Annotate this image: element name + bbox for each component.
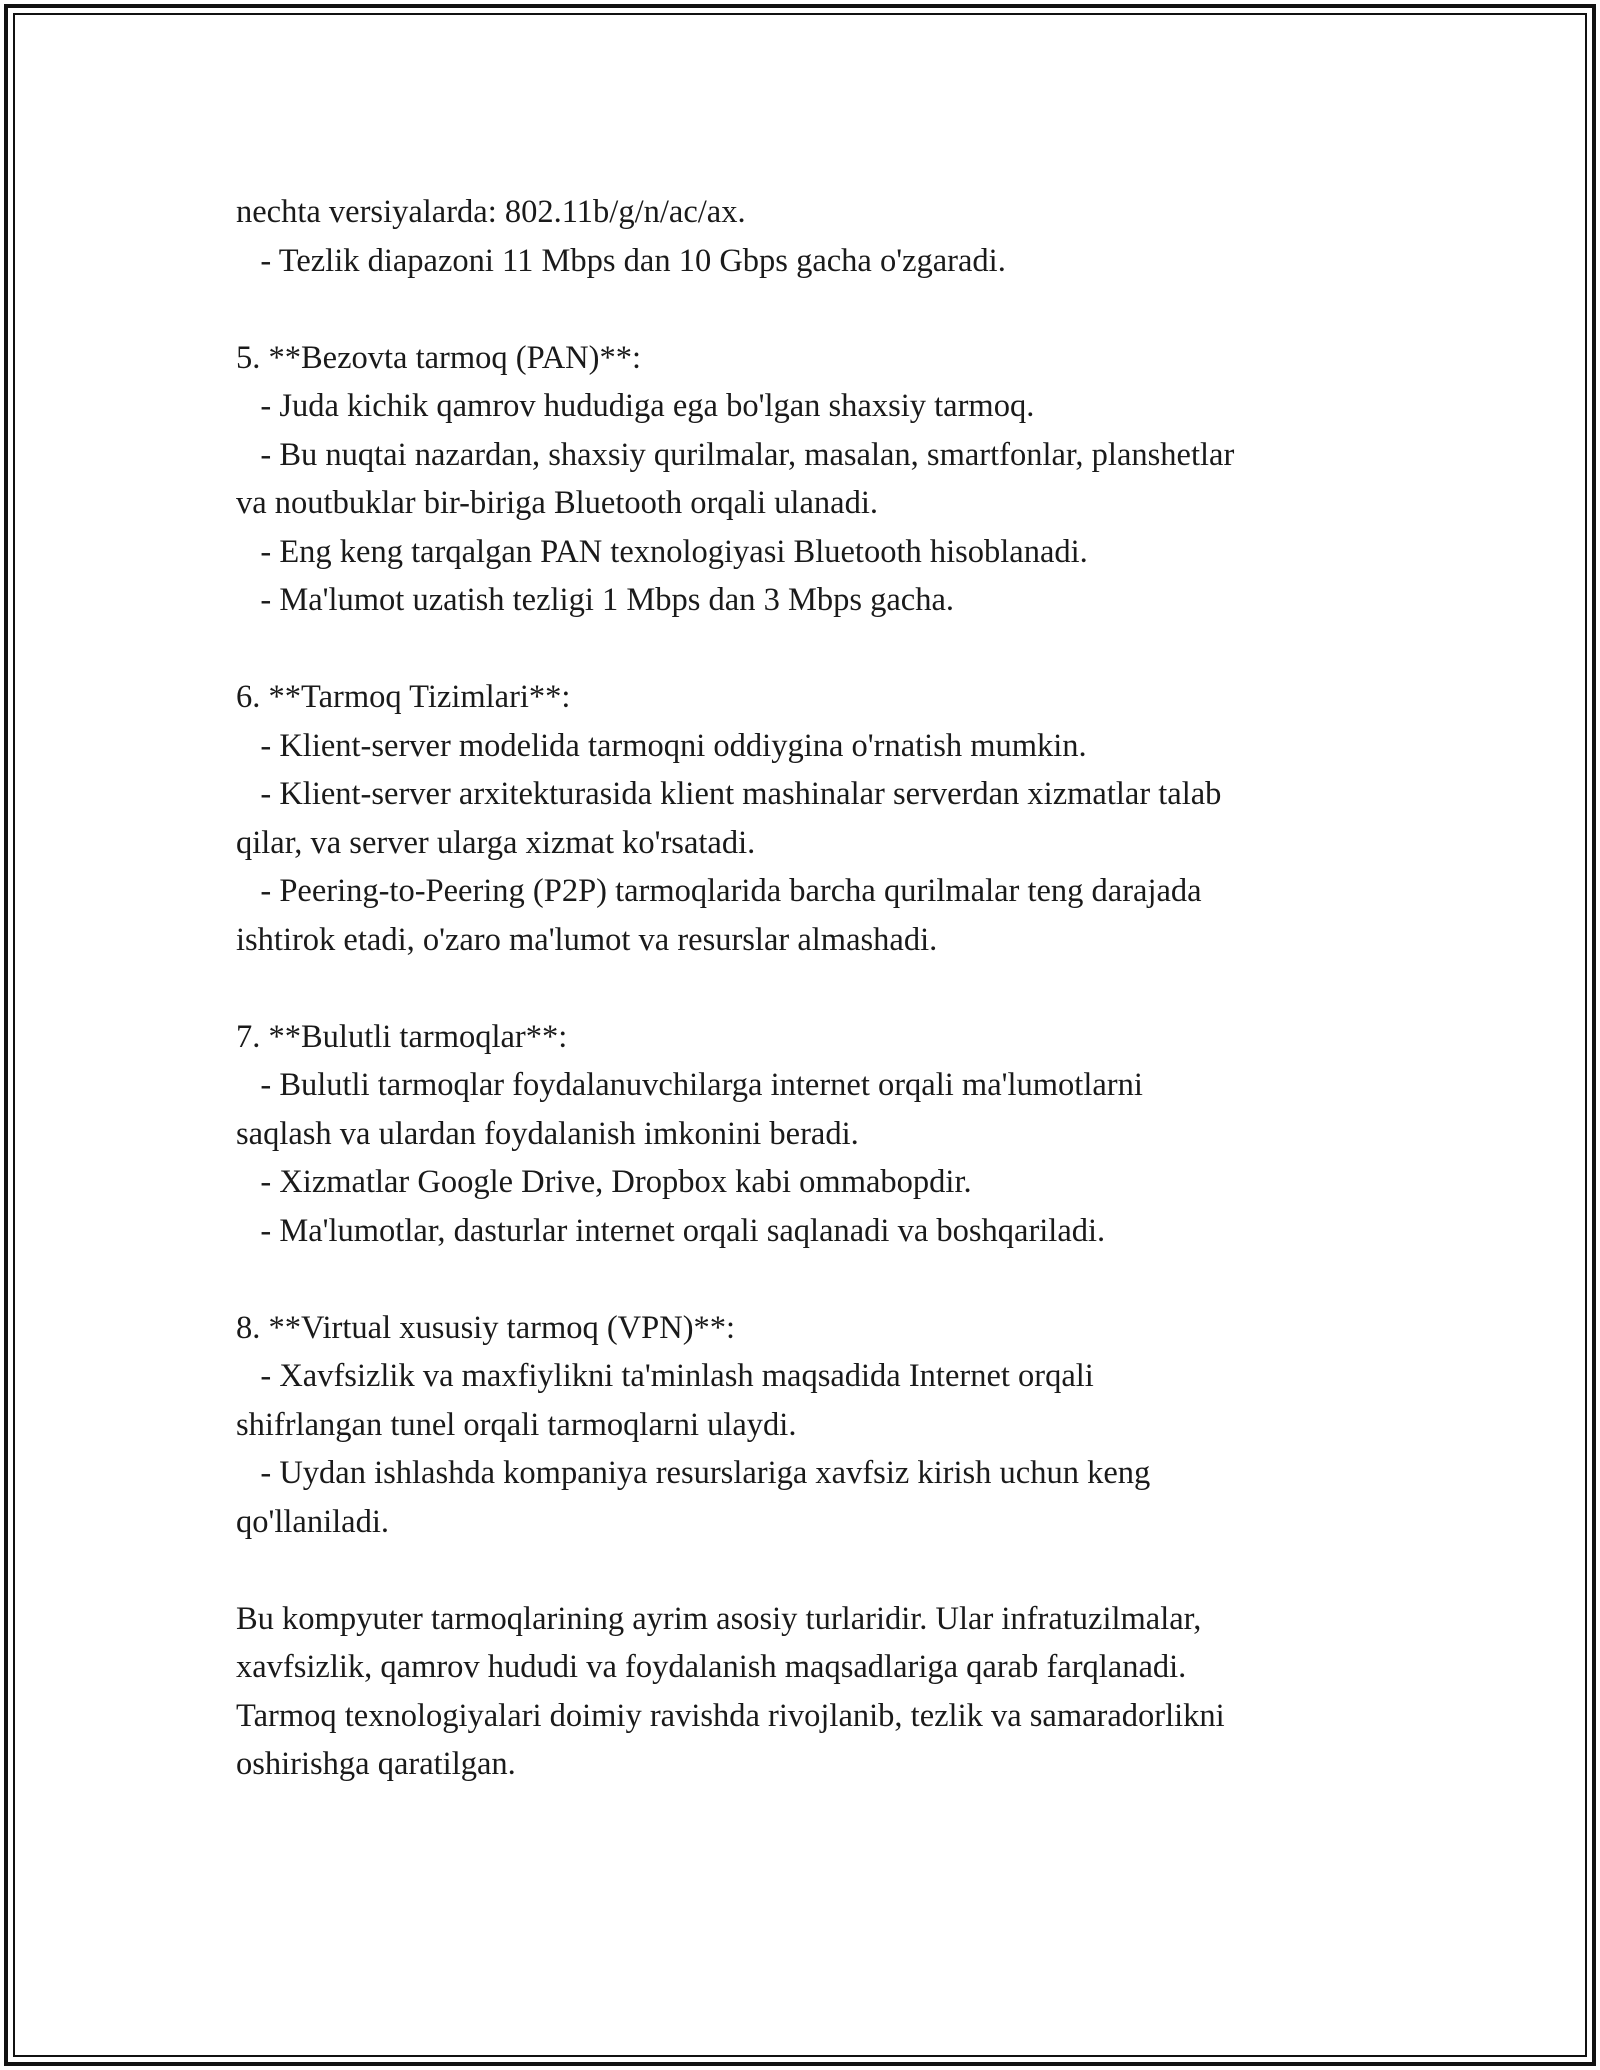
text-line: shifrlangan tunel orqali tarmoqlarni ulaydi. xyxy=(236,1406,797,1443)
blank-line xyxy=(236,285,1376,334)
text-line: nechta versiyalarda: 802.11b/g/n/ac/ax. xyxy=(236,194,746,230)
text-line: - Ma'lumot uzatish tezligi 1 Mbps dan 3 Mbps gacha. xyxy=(236,582,955,618)
text-line: - Bulutli tarmoqlar foydalanuvchilarga internet orqali ma'lumotlarni xyxy=(236,1067,1143,1103)
text-line: - Tezlik diapazoni 11 Mbps dan 10 Gbps gacha o'zgaradi. xyxy=(236,242,1006,279)
blank-line xyxy=(236,1255,1376,1304)
blank-line xyxy=(236,964,1376,1013)
text-line: saqlash va ulardan foydalanish imkonini beradi. xyxy=(236,1115,859,1152)
text-line: - Klient-server modelida tarmoqni oddiygina o'rnatish mumkin. xyxy=(236,727,1087,764)
text-line: 7. **Bulutli tarmoqlar**: xyxy=(236,1018,568,1055)
text-line: 8. **Virtual xususiy tarmoq (VPN)**: xyxy=(236,1309,736,1346)
text-line: - Xavfsizlik va maxfiylikni ta'minlash maqsadida Internet orqali xyxy=(236,1358,1094,1394)
text-line: xavfsizlik, qamrov hududi va foydalanish maqsadlariga qarab farqlanadi. xyxy=(236,1649,1187,1685)
text-line: - Uydan ishlashda kompaniya resurslariga xavfsiz kirish uchun keng xyxy=(236,1455,1151,1491)
text-line: oshirishga qaratilgan. xyxy=(236,1746,516,1782)
text-line: qo'llaniladi. xyxy=(236,1503,389,1540)
text-line: ishtirok etadi, o'zaro ma'lumot va resurslar almashadi. xyxy=(236,921,938,958)
text-line: - Peering-to-Peering (P2P) tarmoqlarida barcha qurilmalar teng darajada xyxy=(236,873,1202,909)
text-line: 6. **Tarmoq Tizimlari**: xyxy=(236,679,571,715)
text-line: Tarmoq texnologiyalari doimiy ravishda rivojlanib, tezlik va samaradorlikni xyxy=(236,1697,1225,1734)
blank-line xyxy=(236,625,1376,674)
text-line: va noutbuklar bir-biriga Bluetooth orqali ulanadi. xyxy=(236,485,878,521)
text-line: qilar, va server ularga xizmat ko'rsatadi. xyxy=(236,824,756,861)
text-line: - Xizmatlar Google Drive, Dropbox kabi ommabopdir. xyxy=(236,1164,972,1200)
blank-line xyxy=(236,1546,1376,1595)
text-line: - Eng keng tarqalgan PAN texnologiyasi Bluetooth hisoblanadi. xyxy=(236,533,1088,570)
text-line: 5. **Bezovta tarmoq (PAN)**: xyxy=(236,339,641,376)
document-body xyxy=(236,188,1376,1789)
text-line: Bu kompyuter tarmoqlarining ayrim asosiy turlaridir. Ular infratuzilmalar, xyxy=(236,1600,1202,1637)
text-line: - Bu nuqtai nazardan, shaxsiy qurilmalar, masalan, smartfonlar, planshetlar xyxy=(236,436,1235,473)
text-line: - Klient-server arxitekturasida klient mashinalar serverdan xizmatlar talab xyxy=(236,776,1222,812)
text-line: - Juda kichik qamrov hududiga ega bo'lgan shaxsiy tarmoq. xyxy=(236,388,1035,424)
text-line: - Ma'lumotlar, dasturlar internet orqali saqlanadi va boshqariladi. xyxy=(236,1212,1106,1249)
